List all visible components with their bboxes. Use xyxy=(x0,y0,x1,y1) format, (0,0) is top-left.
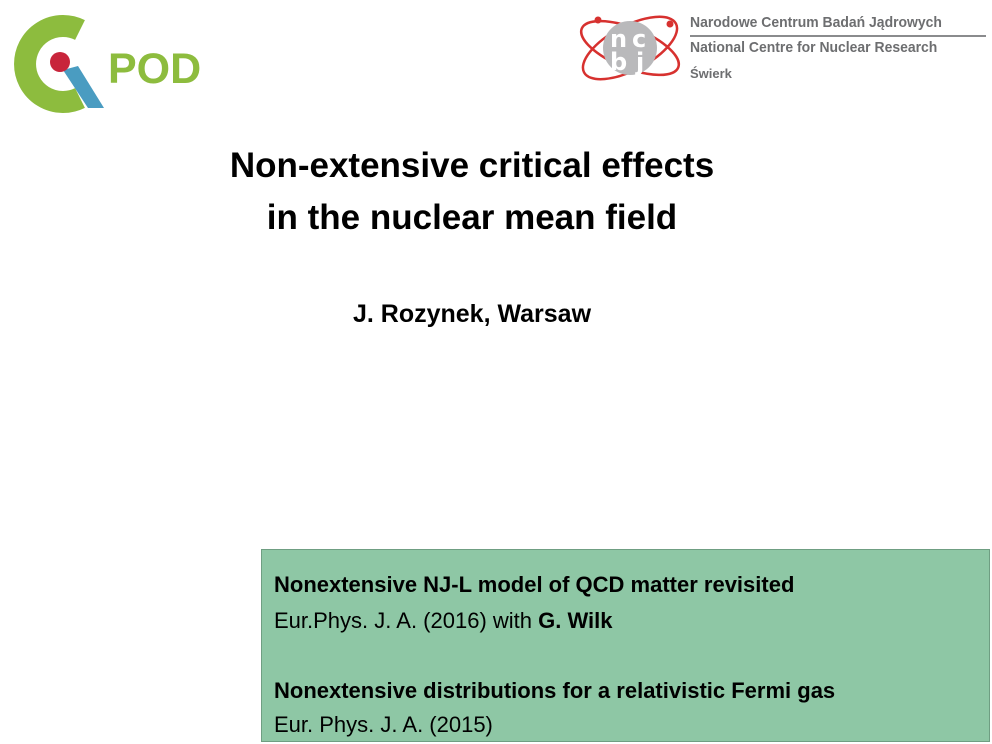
svg-text:b: b xyxy=(610,48,628,76)
slide-title-line-2: in the nuclear mean field xyxy=(266,198,678,237)
ncbj-atom-emblem-icon xyxy=(574,2,686,94)
ncbj-logo xyxy=(574,2,992,94)
qpod-emblem-icon xyxy=(8,10,118,120)
slide-author: J. Rozynek, Warsaw xyxy=(352,300,592,328)
svg-text:c: c xyxy=(632,25,647,53)
slide-title-line-1: Non-extensive critical effects xyxy=(229,146,715,185)
references-box xyxy=(261,549,990,742)
reference-2-citation: Eur. Phys. J. A. (2015) xyxy=(274,712,493,737)
svg-text:j: j xyxy=(636,48,645,76)
reference-2-title: Nonextensive distributions for a relativistic Fermi gas xyxy=(274,678,836,703)
ncbj-divider xyxy=(690,35,986,37)
reference-1-coauthor: G. Wilk xyxy=(538,608,613,633)
qpod-logo xyxy=(8,10,203,120)
qpod-logo-text: POD xyxy=(108,45,202,93)
ncbj-name-polish: Narodowe Centrum Badań Jądrowych xyxy=(690,14,942,31)
reference-1-citation-line xyxy=(274,610,613,632)
svg-text:n: n xyxy=(610,25,628,53)
ncbj-name-english: National Centre for Nuclear Research xyxy=(690,39,938,56)
reference-1-title: Nonextensive NJ-L model of QCD matter revisited xyxy=(274,572,795,597)
ncbj-location: Świerk xyxy=(690,66,732,81)
reference-1-with: with xyxy=(486,608,539,633)
reference-1-citation: Eur.Phys. J. A. (2016) xyxy=(274,608,487,633)
